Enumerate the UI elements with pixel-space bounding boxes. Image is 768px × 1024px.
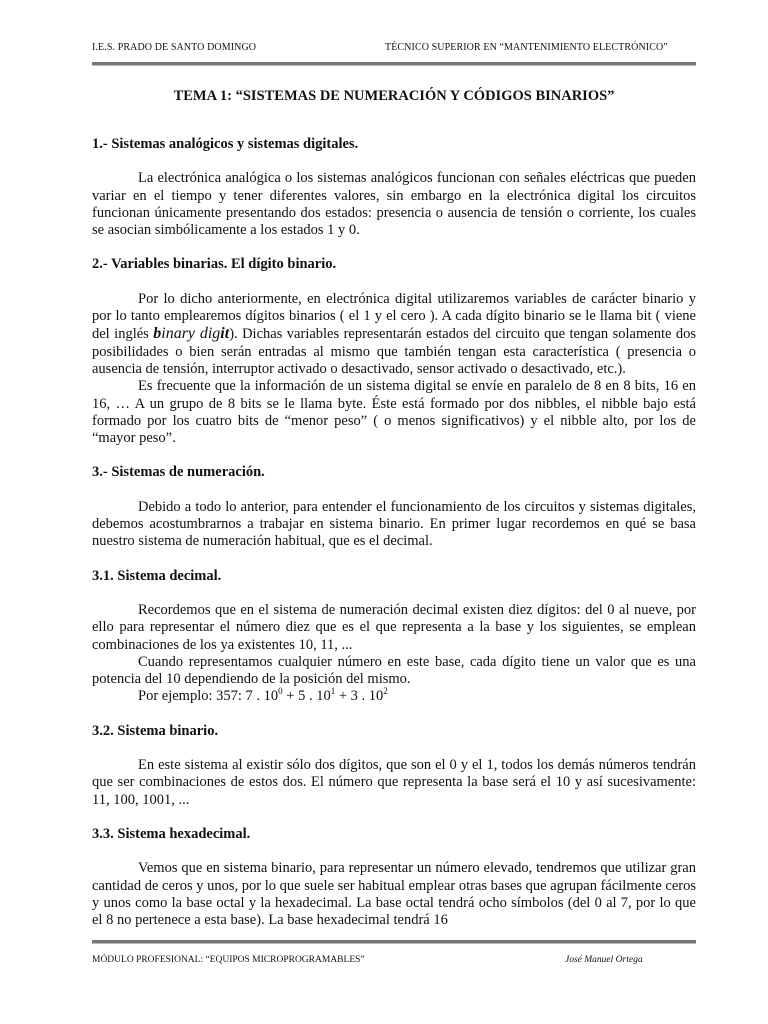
section-heading-3-3: 3.3. Sistema hexadecimal. (92, 825, 251, 842)
header-institution: I.E.S. PRADO DE SANTO DOMINGO (92, 42, 257, 53)
footer-rule (92, 940, 696, 944)
document-title: TEMA 1: “SISTEMAS DE NUMERACIÓN Y CÓDIGOS BINARIOS” (173, 88, 615, 104)
paragraph: Vemos que en sistema binario, para representar un número elevado, tendremos que utilizar gran cantidad de ceros y unos, por lo que suele ser habitual emplear otras bases que agrupan fácilmente ceros y unos como la base octal y la hexadecimal. La base octal tendrá ocho símbolos (del 0 al 7, por lo que el 8 no pertenece a esta base). La base hexadecimal tendrá 16 (92, 860, 696, 929)
paragraph: La electrónica analógica o los sistemas analógicos funcionan con señales eléctricas que pueden variar en el tiempo y tener diferentes valores, sin embargo en la electrónica digital los circuitos funcionan únicamente presentando dos estados: presencia o ausencia de tensión o corriente, los cuales se asocian simbólicamente a los estados 1 y 0. (92, 170, 696, 239)
paragraph: Cuando representamos cualquier número en este base, cada dígito tiene un valor que es una potencia del 10 dependiendo de la posición del mismo. (92, 653, 696, 688)
header-course: TÉCNICO SUPERIOR EN “MANTENIMIENTO ELECTRÓNICO” (385, 42, 668, 53)
paragraph: En este sistema al existir sólo dos dígitos, que son el 0 y el 1, todos los demás números tendrán que ser combinaciones de estos dos. El número que representa la base será el 10 y así sucesivamente: 11, 100, 1001, ... (92, 757, 696, 808)
paragraph: Es frecuente que la información de un sistema digital se envíe en paralelo de 8 en 8 bits, 16 en 16, … A un grupo de 8 bits se le llama byte. Éste está formado por dos nibbles, el nibble bajo está formado por los cuatro bits de “menor peso” ( o menos significativos) y el nibble alto, por los de “mayor peso”. (92, 378, 696, 447)
document-body (92, 136, 696, 929)
paragraph: Por lo dicho anteriormente, en electrónica digital utilizaremos variables de carácter binario y por lo tanto emplearemos dígitos binarios ( el 1 y el cero ). A cada dígito binario se le llama bit ( viene del inglés binary digit). Dichas variables representarán estados del circuito que tengan solamente dos posibilidades o bien serán entradas al mismo que también tengan esta característica ( presencia o ausencia de tensión, interruptor activado o desactivado, sensor activado o desactivado, etc.). (92, 290, 696, 377)
section-heading-1: 1.- Sistemas analógicos y sistemas digitales. (92, 136, 359, 152)
section-heading-2: 2.- Variables binarias. El dígito binario. (92, 256, 337, 273)
binary-digit-term: binary digit (153, 325, 230, 343)
footer-author: José Manuel Ortega (565, 955, 643, 965)
paragraph: Recordemos que en el sistema de numeración decimal existen diez dígitos: del 0 al nueve, por ello para representar el número diez que es el que representa a la base y los siguientes, se emplean combinaciones de los ya existentes 10, 11, ... (92, 601, 696, 653)
header-rule (92, 62, 696, 66)
section-heading-3-2: 3.2. Sistema binario. (92, 722, 219, 739)
section-heading-3-1: 3.1. Sistema decimal. (92, 567, 222, 584)
footer-module: MÓDULO PROFESIONAL: “EQUIPOS MICROPROGRAMABLES” (92, 955, 365, 965)
paragraph: Debido a todo lo anterior, para entender el funcionamiento de los circuitos y sistemas digitales, debemos acostumbrarnos a trabajar en sistema binario. En primer lugar recordemos en qué se basa nuestro sistema de numeración habitual, que es el decimal. (92, 498, 696, 550)
example-formula: Por ejemplo: 357: 7 . $10^0 + 5$ . $10^1 + 3$ . $10^2$ (138, 686, 388, 705)
section-heading-3: 3.- Sistemas de numeración. (92, 464, 265, 481)
